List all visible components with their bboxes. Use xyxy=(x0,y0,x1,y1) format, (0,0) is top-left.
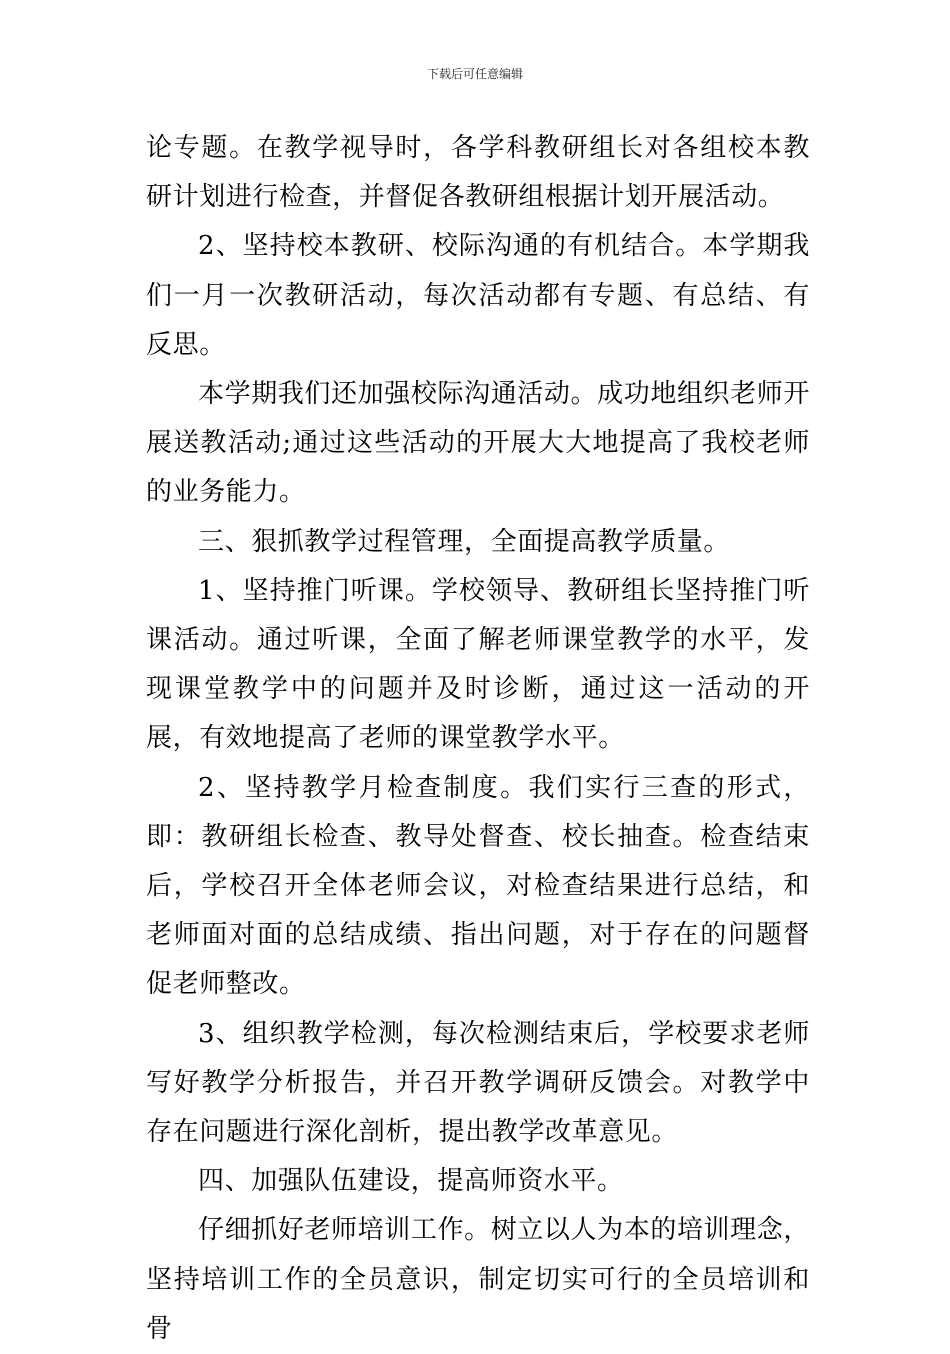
paragraph-item-3-teaching-test: 3、组织教学检测，每次检测结束后，学校要求老师写好教学分析报告，并召开教学调研反馈会。对教学中存在问题进行深化剖析，提出教学改革意见。 xyxy=(146,1018,810,1148)
section-heading-three: 三、狠抓教学过程管理，全面提高教学质量。 xyxy=(198,526,731,557)
paragraph-item-2-school-research: 2、坚持校本教研、校际沟通的有机结合。本学期我们一月一次教研活动，每次活动都有专题、有总结、有反思。 xyxy=(146,231,810,360)
paragraph-inter-school-exchange: 本学期我们还加强校际沟通活动。成功地组织老师开展送教活动;通过这些活动的开展大大地提高了我校老师的业务能力。 xyxy=(146,379,810,508)
document-body xyxy=(146,124,810,1354)
paragraph-item-1-lesson-observation: 1、坚持推门听课。学校领导、教研组长坚持推门听课活动。通过听课，全面了解老师课堂教学的水平，发现课堂教学中的问题并及时诊断，通过这一活动的开展，有效地提高了老师的课堂教学水平。 xyxy=(146,575,810,754)
page-header: 下载后可任意编辑 xyxy=(426,67,523,81)
paragraph-teacher-training: 仔细抓好老师培训工作。树立以人为本的培训理念，坚持培训工作的全员意识，制定切实可行的全员培训和骨 xyxy=(146,1215,810,1344)
paragraph-continuation: 论专题。在教学视导时，各学科教研组长对各组校本教研计划进行检查，并督促各教研组根据计划开展活动。 xyxy=(146,133,810,213)
section-heading-four: 四、加强队伍建设，提高师资水平。 xyxy=(198,1166,624,1197)
paragraph-item-2-monthly-inspection: 2、坚持教学月检查制度。我们实行三查的形式，即：教研组长检查、教导处督查、校长抽查。检查结束后，学校召开全体老师会议，对检查结果进行总结，和老师面对面的总结成绩、指出问题，对于存在的问题督促老师整改。 xyxy=(146,772,810,1000)
